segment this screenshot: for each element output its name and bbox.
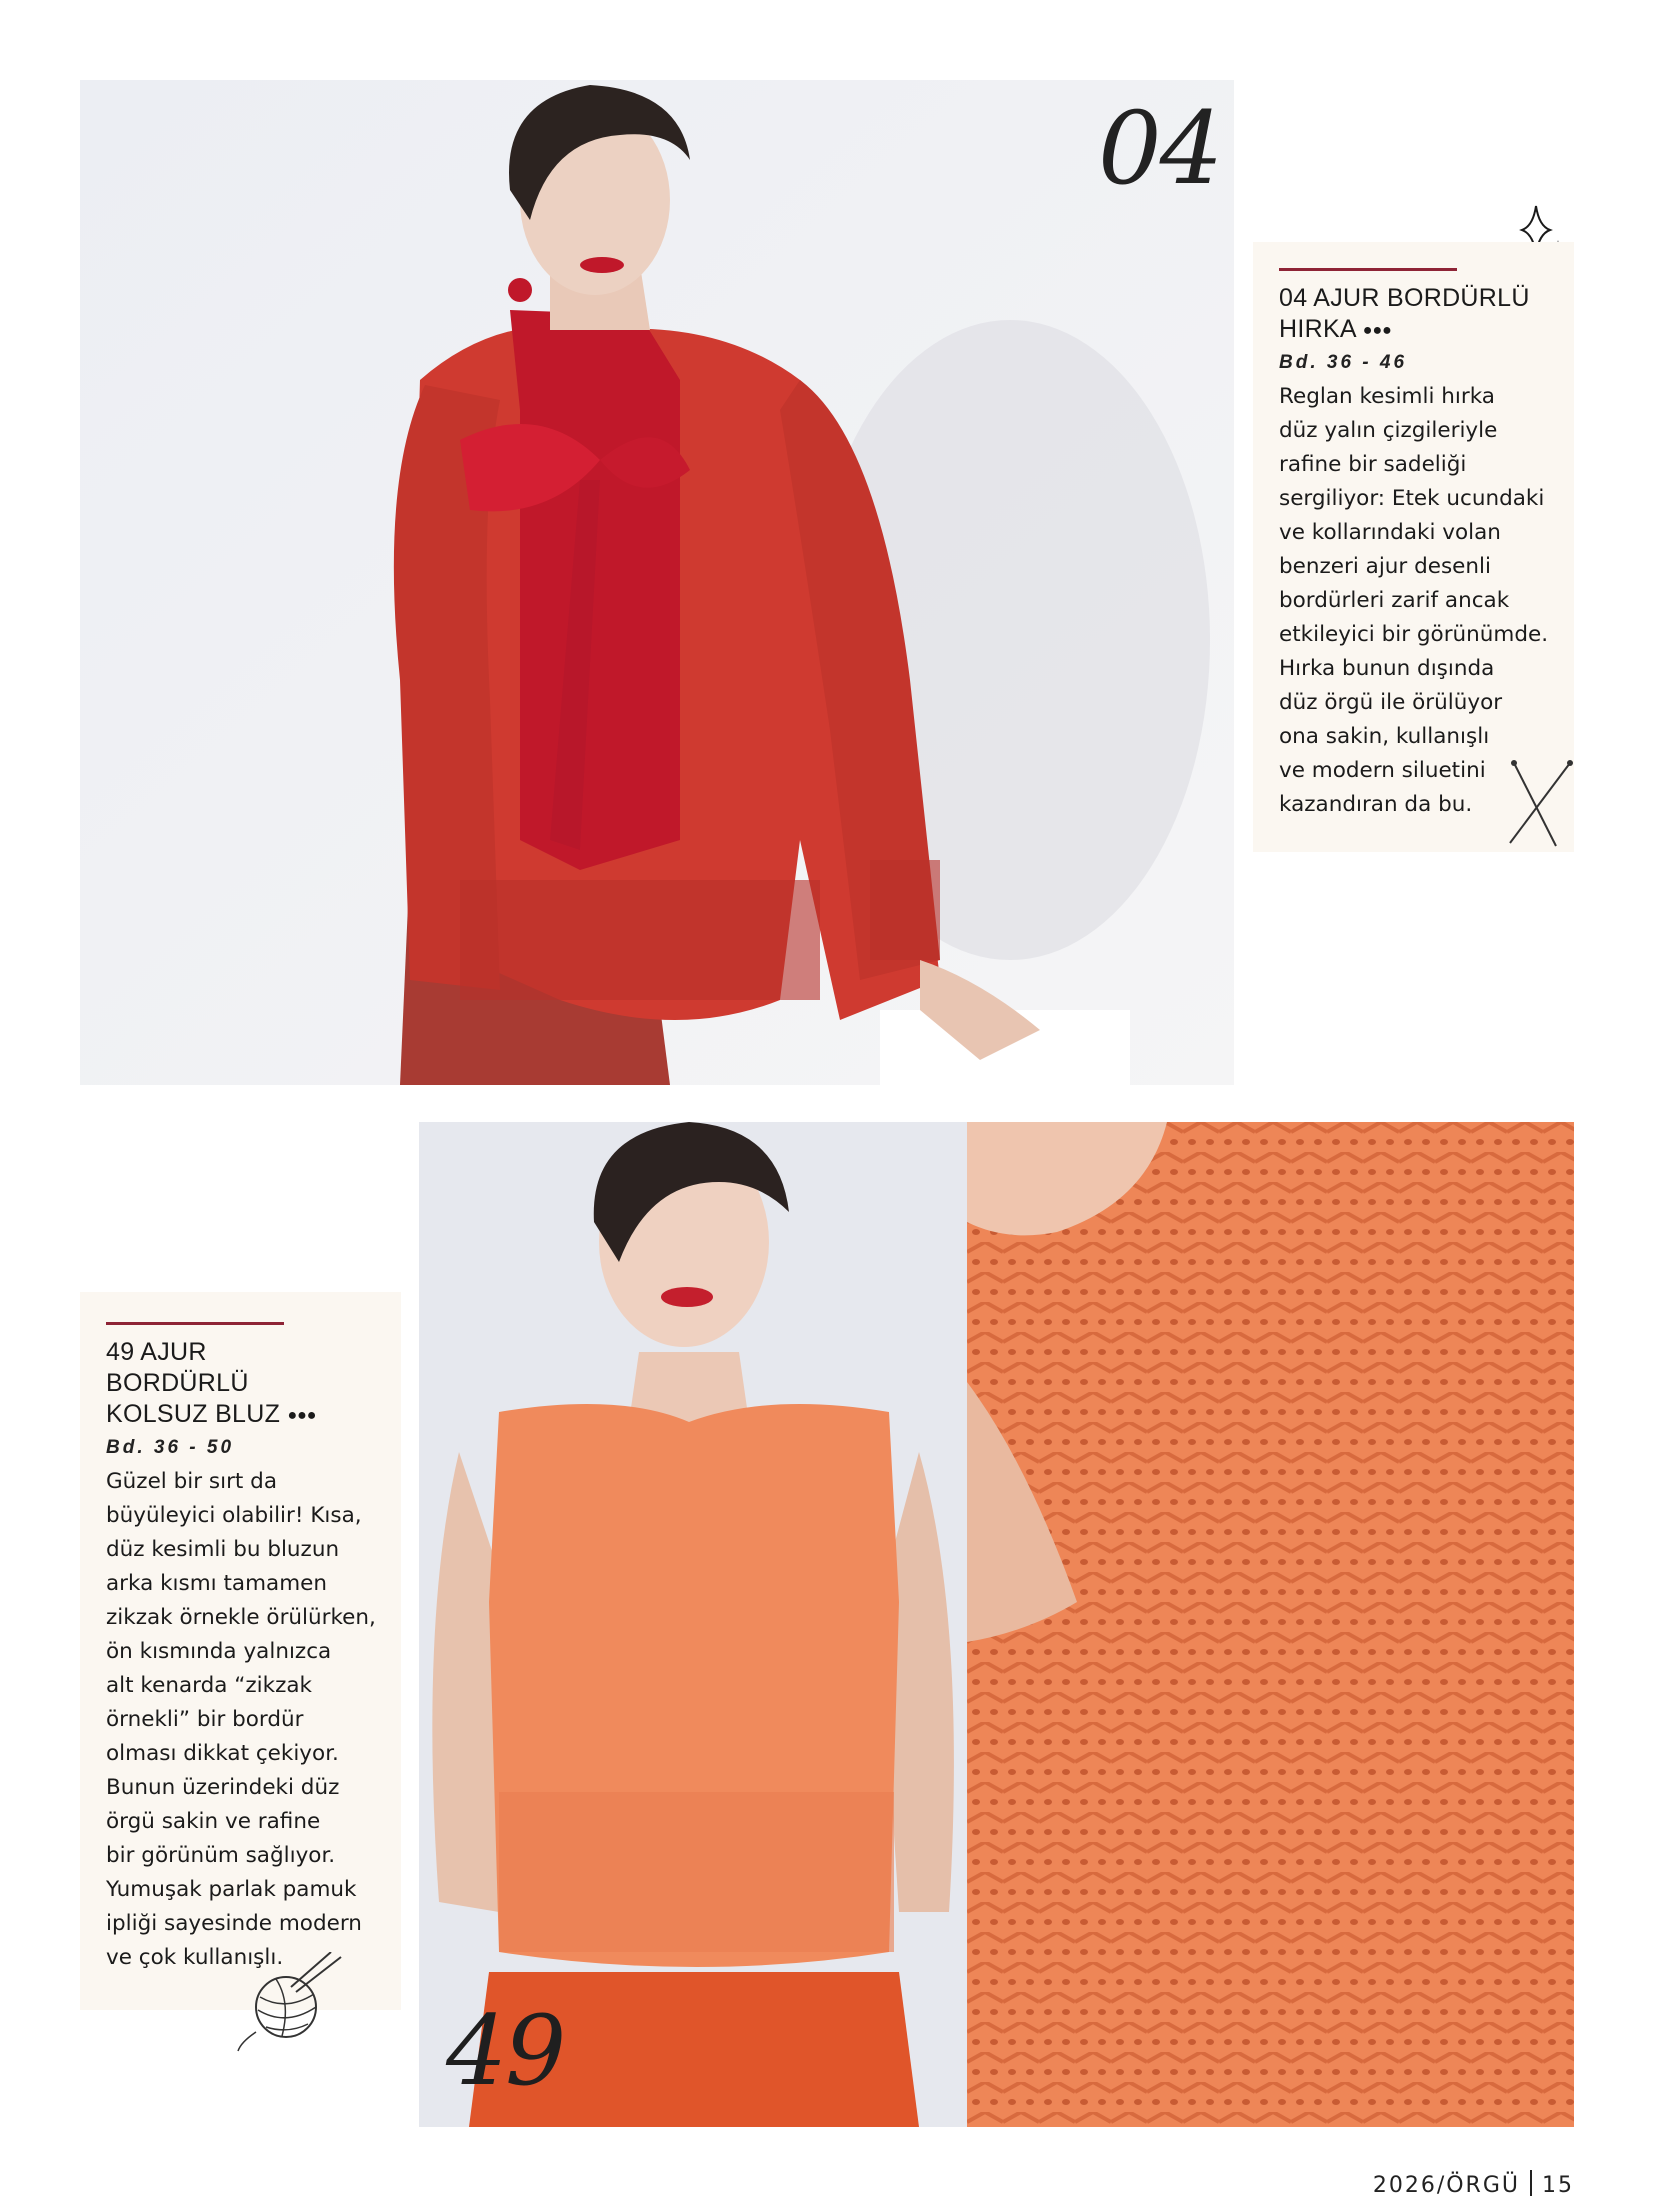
page-footer [1373, 2170, 1574, 2198]
size-range: Bd. 36 - 50 [106, 1437, 235, 1458]
pattern-title [1279, 283, 1554, 346]
difficulty-dots: ●●● [1362, 322, 1392, 339]
footer-divider [1530, 2170, 1532, 2196]
cardigan-photo [80, 80, 1234, 1085]
publication-name: 2026/ÖRGÜ [1372, 2173, 1520, 2198]
lace-detail-photo [967, 1122, 1574, 2127]
pattern-title-line: 04 AJUR BORDÜRLÜ [1279, 284, 1530, 312]
size-range: Bd. 36 - 46 [1279, 352, 1408, 373]
knitting-needles-icon [1500, 748, 1580, 848]
pattern-number-49: 49 [446, 1995, 565, 2107]
accent-rule [106, 1322, 284, 1325]
pattern-title [106, 1337, 387, 1431]
yarn-ball-icon [236, 1952, 346, 2052]
pattern-info-box-49 [80, 1292, 401, 2010]
difficulty-dots: ●●● [287, 1407, 317, 1424]
pattern-number-04: 04 [1098, 90, 1222, 207]
pattern-title-line: HIRKA [1279, 315, 1356, 343]
pattern-title-line: 49 AJUR [106, 1338, 207, 1366]
accent-rule [1279, 268, 1457, 271]
page-number: 15 [1542, 2173, 1574, 2198]
pattern-title-line: BORDÜRLÜ [106, 1369, 249, 1397]
pattern-title-line: KOLSUZ BLUZ [106, 1400, 281, 1428]
pattern-description: Güzel bir sırt da büyüleyici olabilir! Kısa, düz kesimli bu bluzun arka kısmı tamamen zikzak örnekle örülürken, ön kısmında yalnızca alt kenarda “zikzak örnekli” bir bordür olması dikkat çekiyor. Bunun üzerindeki düz örgü sakin ve rafine bir görünüm sağlıyor. Yumuşak parlak pamuk ipliği sayesinde modern ve çok kullanışlı. [106, 1469, 376, 1970]
pattern-description: Reglan kesimli hırka düz yalın çizgileriyle rafine bir sadeliği sergiliyor: Etek ucundaki ve kollarındaki volan benzeri ajur desenli bordürleri zarif ancak etkileyici bir görünümde. Hırka bunun dışında düz örgü ile örülüyor ona sakin, kullanışlı ve modern siluetini kazandıran da bu. [1279, 384, 1549, 817]
sleeveless-top-photo [419, 1122, 967, 2127]
